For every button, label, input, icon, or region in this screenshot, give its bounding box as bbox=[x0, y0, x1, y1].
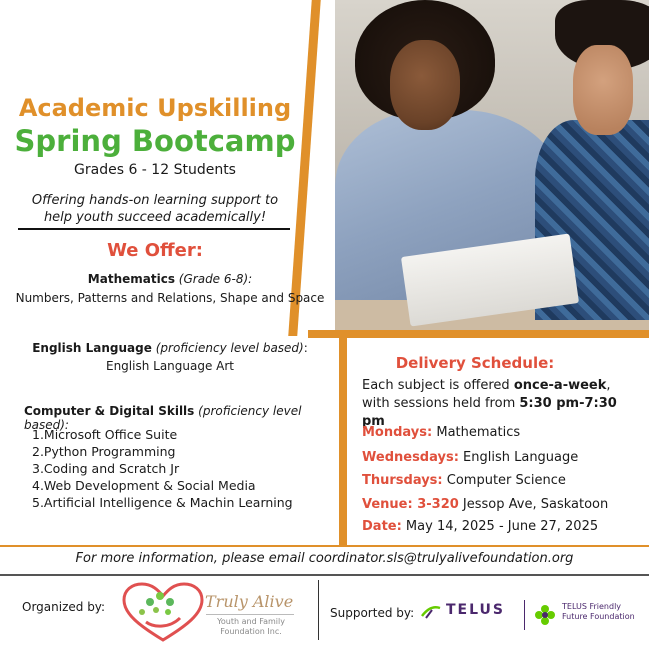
telus-swoosh-icon bbox=[420, 604, 442, 620]
list-item: 4.Web Development & Social Media bbox=[32, 478, 256, 493]
list-item: 2.Python Programming bbox=[32, 444, 176, 459]
orange-frame-horizontal bbox=[308, 330, 649, 338]
english-heading: English Language (proficiency level based): bbox=[32, 341, 308, 355]
flower-icon bbox=[533, 603, 557, 625]
tagline-divider bbox=[18, 228, 290, 230]
schedule-heading: Delivery Schedule: bbox=[395, 354, 555, 372]
contact-info: For more information, please email coordinator.sls@trulyalivefoundation.org bbox=[75, 551, 574, 566]
schedule-intro: Each subject is offered once-a-week, with sessions held from 5:30 pm-7:30 pm bbox=[362, 378, 617, 429]
schedule-row-venue: Venue: 3-320 Jessop Ave, Saskatoon bbox=[362, 497, 609, 512]
footer-divider-bottom bbox=[0, 574, 649, 576]
computer-list bbox=[32, 426, 332, 511]
tagline: Offering hands-on learning support to help youth succeed academically! bbox=[31, 193, 279, 225]
footer-vertical-divider bbox=[318, 580, 319, 640]
schedule-row-wednesdays: Wednesdays: English Language bbox=[362, 450, 579, 465]
org-name-rule bbox=[206, 614, 294, 615]
computer-heading: Computer & Digital Skills (proficiency level based): bbox=[24, 404, 302, 432]
schedule-row-mondays: Mondays: Mathematics bbox=[362, 425, 521, 440]
list-item: 3.Coding and Scratch Jr bbox=[32, 461, 180, 476]
list-item: 5.Artificial Intelligence & Machin Learning bbox=[32, 495, 293, 510]
hero-photo bbox=[335, 0, 649, 330]
math-heading: Mathematics (Grade 6-8): bbox=[87, 272, 253, 286]
supported-by-label: Supported by: bbox=[330, 606, 415, 620]
telus-divider bbox=[524, 600, 525, 630]
schedule-row-date: Date: May 14, 2025 - June 27, 2025 bbox=[362, 519, 599, 534]
footer-divider-top bbox=[0, 545, 649, 547]
title-line2: Spring Bootcamp bbox=[14, 124, 296, 158]
orange-frame-schedule bbox=[339, 336, 347, 546]
english-body: English Language Art bbox=[105, 359, 235, 373]
we-offer-heading: We Offer: bbox=[107, 240, 203, 261]
title-line1: Academic Upskilling bbox=[18, 94, 292, 122]
org-subtitle: Youth and Family Foundation Inc. bbox=[217, 617, 285, 636]
list-item: 1.Microsoft Office Suite bbox=[32, 427, 178, 442]
truly-alive-heart-logo bbox=[120, 582, 206, 644]
telus-foundation-name: TELUS Friendly Future Foundation bbox=[562, 602, 635, 621]
schedule-row-thursdays: Thursdays: Computer Science bbox=[362, 473, 566, 488]
org-name: Truly Alive bbox=[205, 592, 294, 611]
math-body: Numbers, Patterns and Relations, Shape and Space bbox=[15, 291, 325, 305]
organized-by-label: Organized by: bbox=[22, 600, 106, 614]
telus-logo: TELUS bbox=[446, 602, 505, 618]
grades-label: Grades 6 - 12 Students bbox=[74, 162, 236, 178]
